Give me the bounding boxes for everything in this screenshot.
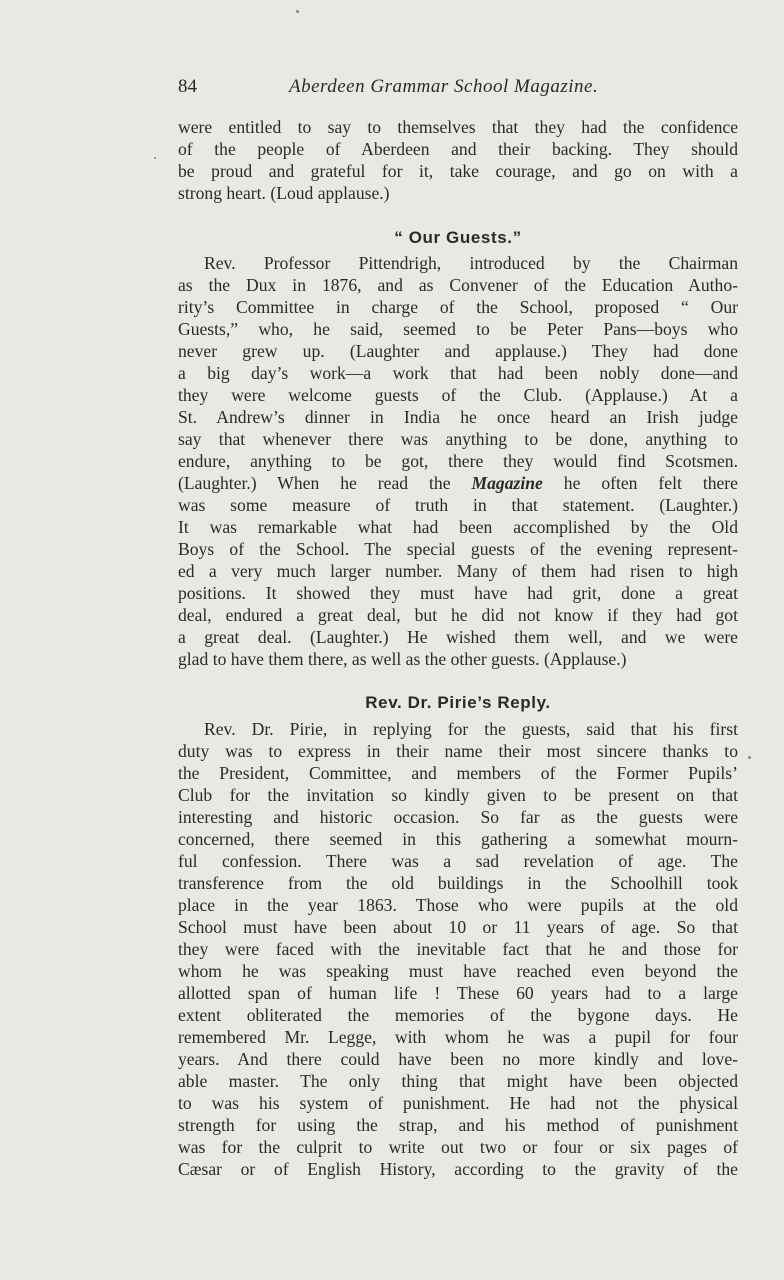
text-line: remembered Mr. Legge, with whom he was a pupil for four bbox=[178, 1027, 738, 1047]
paper-speck bbox=[748, 756, 751, 759]
text-line: St. Andrew’s dinner in India he once heard an Irish judge bbox=[178, 407, 738, 427]
text-line: concerned, there seemed in this gathering a somewhat mourn- bbox=[178, 829, 738, 849]
text-line: School must have been about 10 or 11 years of age. So that bbox=[178, 917, 738, 937]
text-line: a great deal. (Laughter.) He wished them well, and we were bbox=[178, 627, 738, 647]
running-title: Aberdeen Grammar School Magazine. bbox=[289, 76, 599, 97]
text-line: extent obliterated the memories of the bygone days. He bbox=[178, 1005, 738, 1025]
text-line: glad to have them there, as well as the other guests. (Applause.) bbox=[178, 649, 627, 669]
text-line: never grew up. (Laughter and applause.) They had done bbox=[178, 341, 738, 361]
page-header bbox=[178, 76, 738, 102]
text-line: positions. It showed they must have had grit, done a great bbox=[178, 583, 738, 603]
text-line: as the Dux in 1876, and as Convener of the Education Autho- bbox=[178, 275, 738, 295]
text-line: strength for using the strap, and his method of punishment bbox=[178, 1115, 738, 1135]
text-line: It was remarkable what had been accomplished by the Old bbox=[178, 517, 738, 537]
text-fragment: he often felt there bbox=[542, 473, 738, 493]
page-number: 84 bbox=[178, 76, 197, 97]
text-line: Rev. Professor Pittendrigh, introduced by the Chairman bbox=[204, 253, 738, 273]
text-fragment: (Laughter.) When he read the bbox=[178, 473, 472, 493]
text-line: they were welcome guests of the Club. (Applause.) At a bbox=[178, 385, 738, 405]
text-line: whom he was speaking must have reached even beyond the bbox=[178, 961, 738, 981]
text-line: Rev. Dr. Pirie, in replying for the guests, said that his first bbox=[204, 719, 738, 739]
text-line: allotted span of human life ! These 60 years had to a large bbox=[178, 983, 738, 1003]
text-line: were entitled to say to themselves that they had the confidence bbox=[178, 117, 738, 137]
text-line: able master. The only thing that might have been objected bbox=[178, 1071, 738, 1091]
text-line: years. And there could have been no more kindly and love- bbox=[178, 1049, 738, 1069]
text-line: to was his system of punishment. He had not the physical bbox=[178, 1093, 738, 1113]
text-line: duty was to express in their name their most sincere thanks to bbox=[178, 741, 738, 761]
paper-speck bbox=[296, 10, 299, 13]
text-line: Cæsar or of English History, according to the gravity of the bbox=[178, 1159, 738, 1179]
magazine-italic: Magazine bbox=[471, 473, 543, 493]
section-heading-our-guests: “ Our Guests.” bbox=[394, 228, 522, 247]
text-line: transference from the old buildings in the Schoolhill took bbox=[178, 873, 738, 893]
text-line: deal, endured a great deal, but he did not know if they had got bbox=[178, 605, 738, 625]
text-line: Boys of the School. The special guests of the evening represent- bbox=[178, 539, 738, 559]
text-line: was some measure of truth in that statement. (Laughter.) bbox=[178, 495, 738, 515]
text-line: say that whenever there was anything to be done, anything to bbox=[178, 429, 738, 449]
text-line: a big day’s work—a work that had been nobly done—and bbox=[178, 363, 738, 383]
text-line: Club for the invitation so kindly given to be present on that bbox=[178, 785, 738, 805]
text-line: place in the year 1863. Those who were pupils at the old bbox=[178, 895, 738, 915]
section-heading-pirie-reply: Rev. Dr. Pirie’s Reply. bbox=[365, 693, 551, 712]
text-line: ed a very much larger number. Many of them had risen to high bbox=[178, 561, 738, 581]
text-line: was for the culprit to write out two or four or six pages of bbox=[178, 1137, 738, 1157]
paper-speck bbox=[154, 157, 156, 159]
text-line-with-italic bbox=[178, 472, 738, 494]
text-line: Guests,” who, he said, seemed to be Peter Pans—boys who bbox=[178, 319, 738, 339]
text-line: they were faced with the inevitable fact that he and those for bbox=[178, 939, 738, 959]
text-line: ful confession. There was a sad revelation of age. The bbox=[178, 851, 738, 871]
text-line: the President, Committee, and members of the Former Pupils’ bbox=[178, 763, 738, 783]
text-line: be proud and grateful for it, take courage, and go on with a bbox=[178, 161, 738, 181]
text-line: of the people of Aberdeen and their backing. They should bbox=[178, 139, 738, 159]
text-line: interesting and historic occasion. So far as the guests were bbox=[178, 807, 738, 827]
text-line: strong heart. (Loud applause.) bbox=[178, 183, 390, 203]
text-line: endure, anything to be got, there they would find Scotsmen. bbox=[178, 451, 738, 471]
text-line: rity’s Committee in charge of the School, proposed “ Our bbox=[178, 297, 738, 317]
